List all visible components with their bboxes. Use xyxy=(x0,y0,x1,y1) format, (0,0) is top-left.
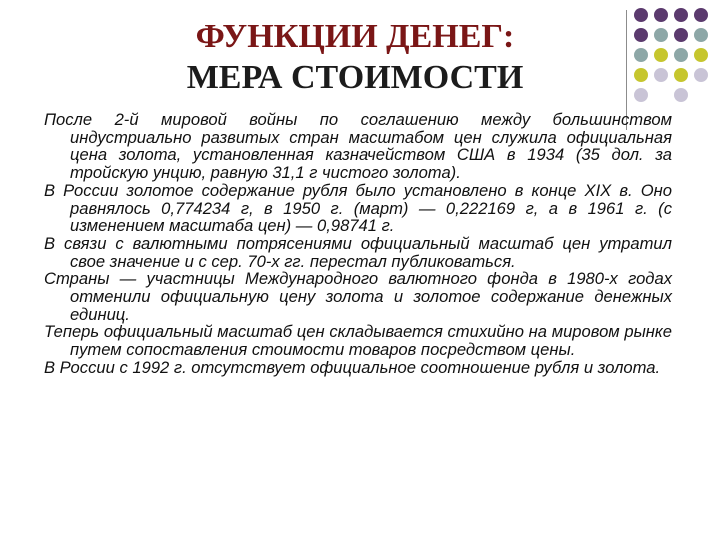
decorative-dot xyxy=(674,68,688,82)
decorative-dot xyxy=(674,88,688,102)
decorative-dot xyxy=(634,28,648,42)
paragraph-4: Страны — участницы Международного валютного фонда в 1980-х годах отменили официальную цену золота и золотое содержание денежных единиц. xyxy=(44,269,672,324)
paragraph-6: В России с 1992 г. отсутствует официальное соотношение рубля и золота. xyxy=(44,357,661,377)
decorative-dot xyxy=(674,8,688,22)
decorative-dot xyxy=(694,28,708,42)
decorative-dot-grid xyxy=(634,8,718,108)
decorative-dot xyxy=(634,88,648,102)
slide-body xyxy=(44,111,672,377)
decorative-dot xyxy=(654,48,668,62)
paragraph-1: После 2-й мировой войны по соглашению между большинством индустриально развитых стран масштабом цен служила официальная цена золота, установленная казначейством США в 1934 (35 дол. за тройскую унцию, равную 31,1 г чистого золота). xyxy=(44,110,672,183)
decorative-dot xyxy=(654,68,668,82)
decorative-dot xyxy=(634,68,648,82)
title-line-1: ФУНКЦИИ ДЕНЕГ: xyxy=(195,18,515,55)
decorative-dot xyxy=(674,28,688,42)
decorative-dot xyxy=(654,28,668,42)
decorative-dot xyxy=(634,48,648,62)
paragraph-2: В России золотое содержание рубля было установлено в конце XIX в. Оно равнялось 0,774234 г, в 1950 г. (март) — 0,222169 г, а в 1961 г. (с изменением масштаба цен) — 0,98741 г. xyxy=(44,180,672,236)
slide-title xyxy=(120,16,590,98)
decorative-dot xyxy=(674,48,688,62)
title-line-2: МЕРА СТОИМОСТИ xyxy=(186,59,524,96)
paragraph-3: В связи с валютными потрясениями официальный масштаб цен утратил свое значение и с сер. 70-х гг. перестал публиковаться. xyxy=(44,233,672,271)
decorative-dot xyxy=(694,48,708,62)
decorative-dot xyxy=(634,8,648,22)
paragraph-5: Теперь официальный масштаб цен складывается стихийно на мировом рынке путем сопоставления стоимости товаров посредством цены. xyxy=(44,322,672,360)
decorative-dot xyxy=(654,8,668,22)
decorative-dot xyxy=(694,8,708,22)
decorative-dot xyxy=(694,68,708,82)
